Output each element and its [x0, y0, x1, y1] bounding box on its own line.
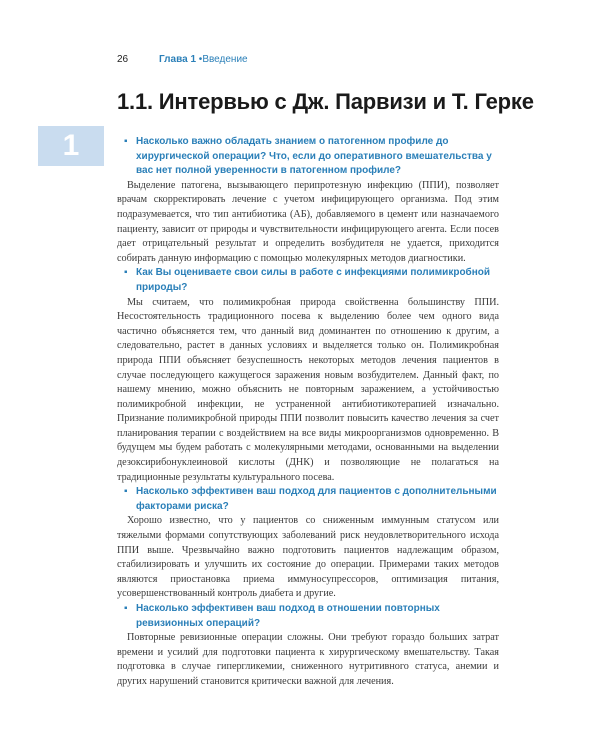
header-separator: • — [198, 54, 203, 65]
bullet-icon: ▪ — [124, 486, 128, 498]
question — [117, 266, 499, 295]
question-text: Насколько эффективен ваш подход для пациентов с дополнительными факторами риска? — [136, 486, 497, 512]
page-number: 26 — [117, 54, 129, 65]
question — [117, 485, 499, 514]
answer: Выделение патогена, вызывающего перипротезную инфекцию (ППИ), позволяет врачам скорректировать лечение с учетом инфицирующего организма. Под этим подразумевается, что тип антибиотика (АБ), добавляемого в цемент или назначаемого пациенту, зависит от природы и чувствительности инфицирующего агента. Если посев дает отрицательный результат и определить возбудителя не удается, приходится собирать данную информацию с помощью молекулярных методов диагностики. — [117, 179, 499, 264]
running-header — [117, 52, 517, 68]
section-title: 1.1. Интервью с Дж. Парвизи и Т. Герке — [117, 89, 534, 114]
chapter-label: Глава 1 — [159, 54, 197, 65]
bullet-icon: ▪ — [124, 267, 128, 279]
answer: Хорошо известно, что у пациентов со сниженным иммунным статусом или тяжелыми формами сопутствующих заболеваний риск неудовлетворительного исхода ППИ выше. Чрезвычайно важно подготовить пациентов надлежащим образом, стабилизировать и улучшить их состояние до операции. Примерами таких методов являются приостановка приема иммуносупрессоров, оптимизация питания, усовершенствованный контроль диабета и другие. — [117, 515, 499, 600]
question-text: Как Вы оцениваете свои силы в работе с инфекциями полимикробной природы? — [136, 267, 491, 293]
interview-content — [117, 135, 499, 690]
section-label: Введение — [202, 54, 248, 65]
answer: Повторные ревизионные операции сложны. Они требуют гораздо больших затрат времени и усилий для подготовки пациента к хирургическому вмешательству. Такая подготовка в случае гипергликемии, сниженного нутритивного статуса, анемии и других нарушений становится критически важной для лечения. — [117, 632, 499, 687]
bullet-icon: ▪ — [124, 603, 128, 614]
question — [117, 602, 499, 631]
chapter-tab: 1 — [38, 126, 104, 166]
question-text: Насколько эффективен ваш подход в отношении повторных ревизионных операций? — [136, 603, 440, 629]
question-text: Насколько важно обладать знанием о патогенном профиле до хирургической операции? Что, если до оперативного вмешательства у вас нет полной уверенности в патогенном профиле? — [136, 136, 492, 177]
bullet-icon: ▪ — [124, 136, 128, 147]
question — [117, 135, 499, 179]
answer: Мы считаем, что полимикробная природа свойственна большинству ППИ. Несостоятельность традиционного посева к выделению более чем одного вида частично объясняется тем, что данный вид доминантен по отношению к другим, а следовательно, растет в данных условиях и выделяется только он. Полимикробная природа ППИ объясняет безуспешность некоторых методов лечения пациентов в случае последующего кажущегося заражения новым возбудителем. Данный факт, по нашему мнению, можно объяснить не повторным заражением, а устойчивостью полимикробной инфекции, не устраненной антибиотикотерапией изначально. Признание полимикробной природы ППИ позволит повысить качество лечения за счет планирования терапии с воздействием на все виды микроорганизмов одновременно. В будущем мы будем работать с молекулярными методами, основанными на выделении дезоксирибонуклеиновой кислоты (ДНК) и позволяющие не полагаться на традиционные результаты культурального посева. — [117, 296, 499, 483]
